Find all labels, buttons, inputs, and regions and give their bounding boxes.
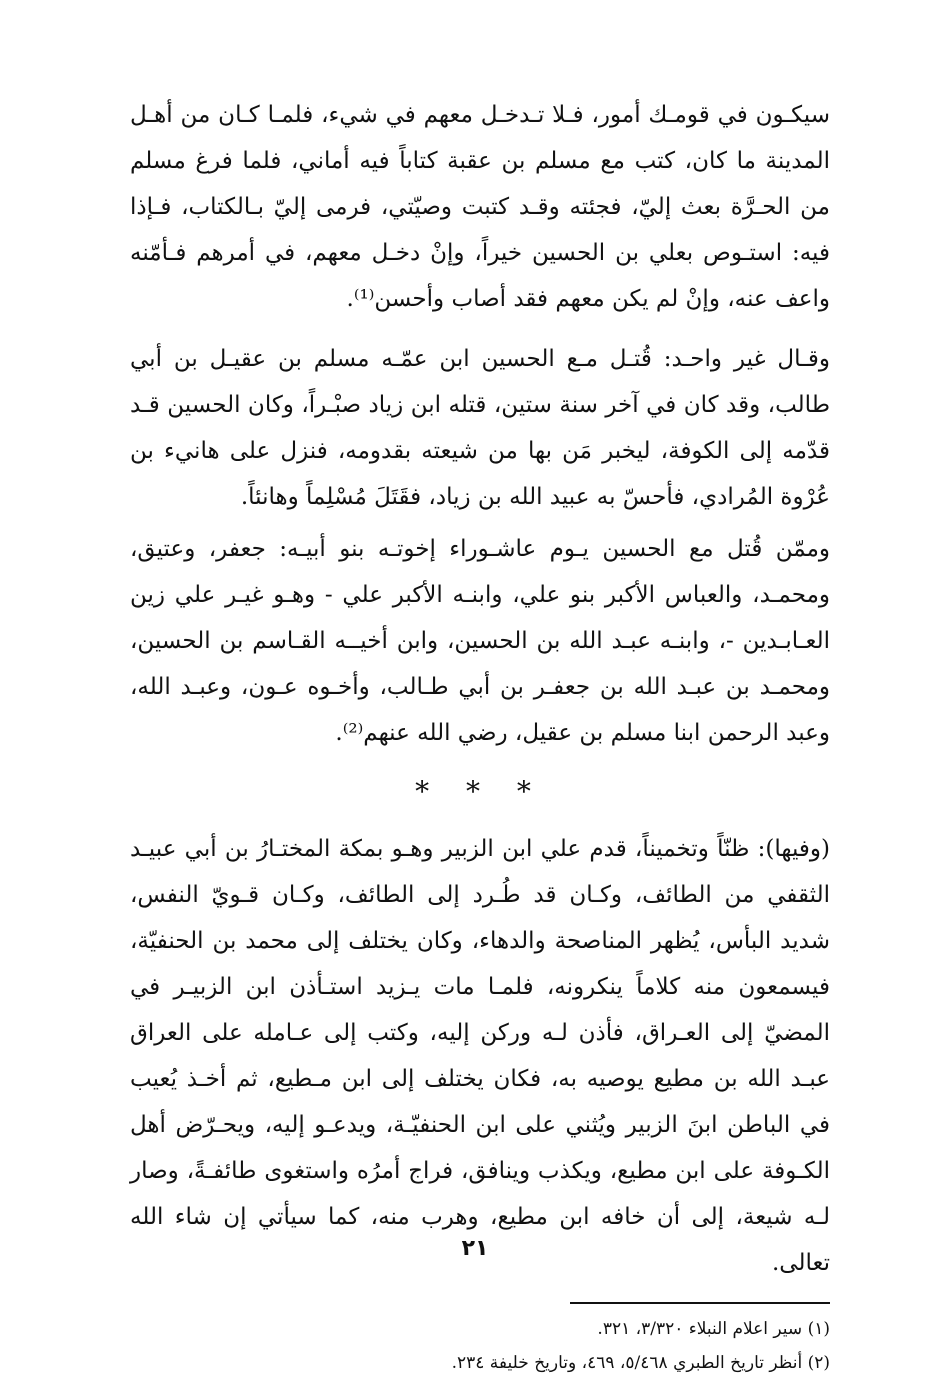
page-number: ٢١ — [461, 1236, 489, 1261]
paragraph-2: وقـال غير واحـد: قُتـل مـع الحسين ابن عمّـه مسلم بن عقيـل بن أبي طالب، وقد كان في آخر سنة ستين، قتله ابن زياد صبْـراً، وكان الحسين قـد قدّمه إلى الكوفة، ليخبر مَن بها من شيعته بقدومه، فنزل على هانيء بن عُرْوة المُرادي، فأحسّ به عبيد الله بن زياد، فقَتَلَ مُسْلِماً وهانئاً. — [130, 346, 830, 510]
section-separator: * * * — [415, 775, 545, 808]
footnote-1: (١) سير اعلام النبلاء ٣/٣٢٠، ٣٢١. — [597, 1319, 830, 1339]
paragraph-3: وممّن قُتل مع الحسين يـوم عاشـوراء إخوتـه بنو أبيـه: جعفر، وعتيق، ومحمـد، والعباس الأكبر بنو علي، وابنـه الأكبر علي - وهـو غيـر علي زين العـابـدين -، وابنـه عبـد الله بن الحسين، وابن أخيــه القـاسم بن الحسين، ومحمـد بن عبـد الله بن جعفـر بن أبي طـالب، وأخـوه عـون، وعبـد الله، وعبد الرحمن ابنا مسلم بن عقيل، رضي الله عنهم⁽²⁾. — [130, 536, 830, 746]
paragraph-1: سيكـون في قومـك أمور، فـلا تـدخـل معهم في شيء، فلمـا كـان من أهـل المدينة ما كان، كتب مع مسلم بن عقبة كتاباً فيه أماني، فلما فرغ مسلم من الحـرَّة بعث إليّ، فجئته وقـد كتبت وصيّتي، فرمى إليّ بـالكتاب، فـإذا فيه: استـوص بعلي بن الحسين خيراً، وإنْ دخـل معهم، في أمرهم فـأمّنه واعف عنه، وإنْ لم يكن معهم فقد أصاب وأحسن⁽¹⁾. — [130, 102, 830, 312]
footnote-divider — [570, 1302, 830, 1304]
page-body — [130, 92, 830, 1373]
footnote-2: (٢) أنظر تاريخ الطبري ٥/٤٦٨، ٤٦٩، وتاريخ خليفة ٢٣٤. — [451, 1353, 830, 1373]
paragraph-4: (وفيها): ظنّاً وتخميناً، قدم علي ابن الزبير وهـو بمكة المختـارُ بن أبي عبيـد الثقفي من الطائف، وكـان قد طُـرد إلى الطائف، وكـان قـويّ النفس، شديد البأس، يُظهر المناصحة والدهاء، وكان يختلف إلى محمد بن الحنفيّة، فيسمعون منه كلاماً ينكرونه، فلمـا مات يـزيد استـأذن ابن الزبيـر في المضيّ إلى العـراق، فأذن لـه وركن إليه، وكتب إلى عـامله على العراق عبـد الله بن مطيع يوصيه به، فكان يختلف إلى ابن مـطيع، ثم أخـذ يُعيب في الباطن ابنَ الزبير ويُثني على ابن الحنفيّـة، ويدعـو إليه، ويحـرّض أهل الكـوفة على ابن مطيع، ويكذب وينافق، فراج أمرُه واستغوى طائفـةً، وصار لـه شيعة، إلى أن خافه ابن مطيع، وهرب منه، كما سيأتي إن شاء الله تعالى. — [130, 836, 830, 1276]
